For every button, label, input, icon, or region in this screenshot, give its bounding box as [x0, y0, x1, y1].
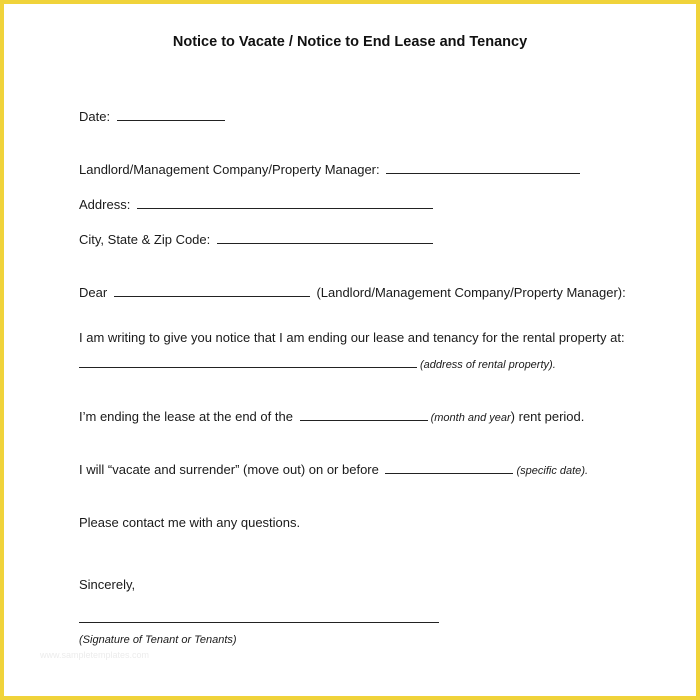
contact-line: [79, 514, 300, 532]
rental-address-field[interactable]: [79, 355, 417, 368]
date-line: [79, 108, 228, 126]
date-label: Date:: [79, 109, 111, 124]
city-state-zip-field[interactable]: [217, 231, 433, 244]
address-line: [79, 196, 436, 214]
vacate-text: I will “vacate and surrender” (move out) on or before: [79, 462, 379, 477]
contact-text: Please contact me with any questions.: [79, 515, 301, 530]
note-paren-open: (: [516, 465, 521, 477]
writing-line: [79, 329, 625, 347]
city-line: [79, 231, 436, 249]
month-year-field[interactable]: [300, 408, 428, 421]
watermark: www.sampletemplates.com: [40, 650, 150, 660]
note-paren-close: ).: [581, 465, 589, 477]
signature-field[interactable]: [79, 610, 439, 623]
signature-line: [79, 610, 442, 628]
dear-suffix: (Landlord/Management Company/Property Manager):: [316, 285, 626, 300]
dear-label: Dear: [79, 285, 108, 300]
document-title: Notice to Vacate / Notice to End Lease and Tenancy: [172, 34, 528, 50]
address-field[interactable]: [137, 196, 433, 209]
dear-recipient-field[interactable]: [114, 284, 310, 297]
rental-address-line: [79, 355, 556, 374]
note-paren-open: (: [79, 634, 83, 646]
writing-text: I am writing to give you notice that I am ending our lease and tenancy for the rental property at:: [79, 330, 625, 345]
landlord-field[interactable]: [386, 161, 580, 174]
dear-line: [79, 284, 626, 302]
note-paren-close: ): [232, 634, 237, 646]
note-paren-open: (: [430, 412, 435, 424]
date-note: specific date: [520, 465, 582, 477]
signature-note: Signature of Tenant or Tenants: [82, 634, 233, 646]
landlord-line: [79, 161, 583, 179]
note-paren-open: (: [420, 359, 424, 371]
address-note: address of rental property: [423, 359, 550, 371]
ending-line: [79, 408, 584, 427]
closing-line: [79, 576, 135, 594]
note-paren-close: ).: [549, 359, 556, 371]
rent-period-text: ) rent period.: [510, 409, 585, 424]
signature-note-line: [79, 630, 237, 649]
landlord-label: Landlord/Management Company/Property Manager:: [79, 162, 380, 177]
closing-text: Sincerely,: [79, 577, 136, 592]
date-field[interactable]: [117, 108, 225, 121]
vacate-line: [79, 461, 588, 480]
city-label: City, State & Zip Code:: [79, 232, 211, 247]
ending-text: I’m ending the lease at the end of the: [79, 409, 293, 424]
address-label: Address:: [79, 197, 131, 212]
month-note: month and year: [434, 412, 511, 424]
specific-date-field[interactable]: [385, 461, 513, 474]
